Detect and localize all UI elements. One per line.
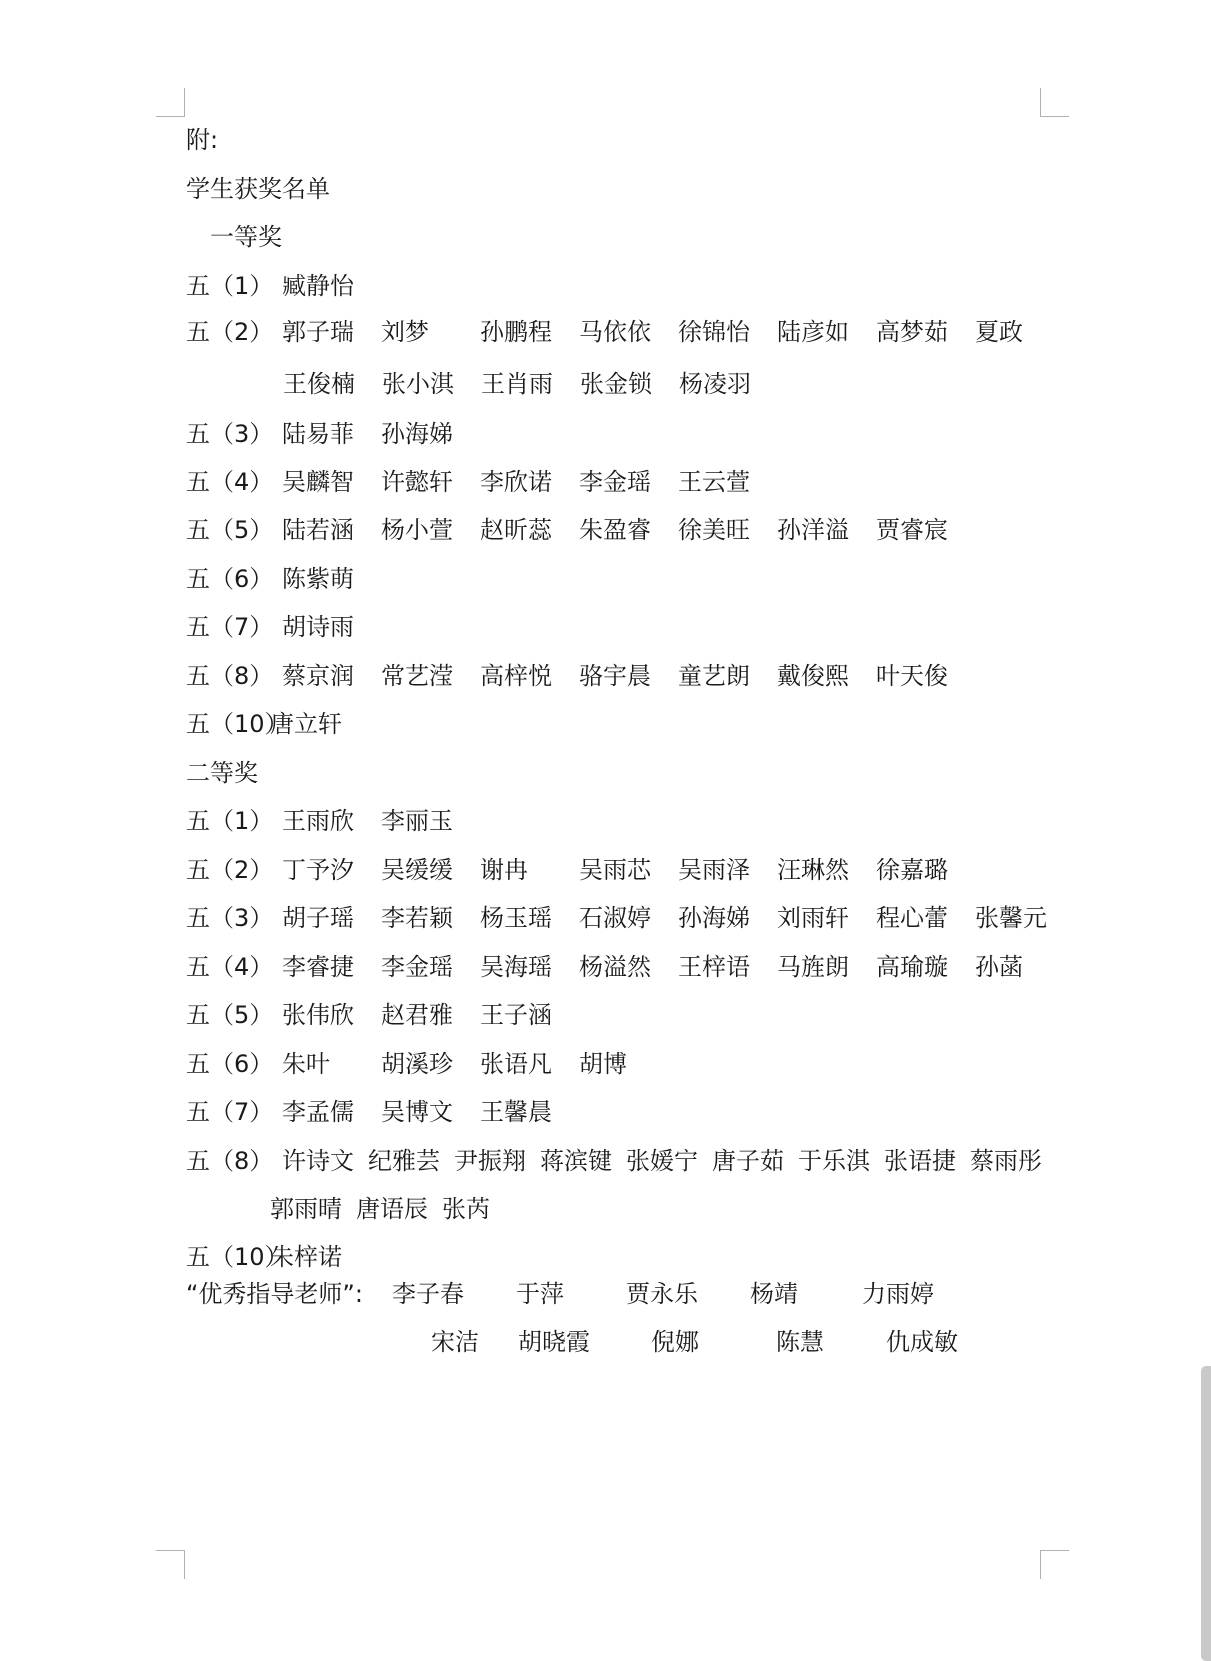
page-corner-mark-bottom-left (156, 1550, 185, 1579)
class-label: 五（1） (186, 807, 274, 835)
student-name: 夏政 (975, 318, 1023, 346)
student-name: 石淑婷 (579, 904, 651, 932)
student-name: 唐立轩 (270, 710, 342, 738)
student-name: 李睿捷 (282, 953, 354, 981)
student-name: 朱盈睿 (579, 516, 651, 544)
student-name: 唐语辰 (356, 1195, 428, 1223)
student-name: 张语捷 (884, 1147, 956, 1175)
teacher-label: “优秀指导老师”: (186, 1280, 363, 1308)
student-name: 戴俊熙 (777, 662, 849, 690)
student-name: 王云萱 (678, 468, 750, 496)
student-name: 孙海娣 (381, 420, 453, 448)
student-name: 李金瑶 (579, 468, 651, 496)
student-name: 孙洋溢 (777, 516, 849, 544)
student-name: 孙海娣 (678, 904, 750, 932)
student-name: 赵昕蕊 (480, 516, 552, 544)
teacher-name: 倪娜 (651, 1328, 699, 1356)
student-name: 张语凡 (480, 1050, 552, 1078)
student-name: 王俊楠 (283, 370, 355, 398)
student-name: 杨溢然 (579, 953, 651, 981)
student-name: 胡诗雨 (282, 613, 354, 641)
student-name: 陆若涵 (282, 516, 354, 544)
student-name: 朱叶 (282, 1050, 330, 1078)
student-name: 高梦茹 (876, 318, 948, 346)
class-label: 五（3） (186, 420, 274, 448)
student-name: 臧静怡 (282, 272, 354, 300)
student-name: 陆易菲 (282, 420, 354, 448)
class-label: 五（10） (186, 710, 289, 738)
student-name: 许诗文 (282, 1147, 354, 1175)
student-name: 蔡京润 (282, 662, 354, 690)
student-name: 王肖雨 (481, 370, 553, 398)
class-label: 五（4） (186, 468, 274, 496)
student-name: 胡溪珍 (381, 1050, 453, 1078)
teacher-name: 胡晓霞 (518, 1328, 590, 1356)
class-label: 五（6） (186, 565, 274, 593)
first-prize-heading: 一等奖 (210, 223, 282, 251)
student-name: 郭子瑞 (282, 318, 354, 346)
student-name: 马旌朗 (777, 953, 849, 981)
page-corner-mark-top-left (156, 88, 185, 117)
teacher-name: 贾永乐 (626, 1280, 698, 1308)
student-name: 程心蕾 (876, 904, 948, 932)
class-label: 五（2） (186, 318, 274, 346)
student-name: 徐美旺 (678, 516, 750, 544)
second-prize-heading: 二等奖 (186, 759, 258, 787)
student-name: 郭雨晴 (270, 1195, 342, 1223)
class-label: 五（5） (186, 516, 274, 544)
student-name: 张小淇 (382, 370, 454, 398)
class-label: 五（3） (186, 904, 274, 932)
student-name: 胡子瑶 (282, 904, 354, 932)
student-name: 谢冉 (480, 856, 528, 884)
student-name: 常艺滢 (381, 662, 453, 690)
teacher-name: 陈慧 (776, 1328, 824, 1356)
student-name: 杨玉瑶 (480, 904, 552, 932)
student-name: 蒋滨键 (540, 1147, 612, 1175)
class-label: 五（7） (186, 1098, 274, 1126)
teacher-name: 仇成敏 (886, 1328, 958, 1356)
student-name: 丁予汐 (282, 856, 354, 884)
class-label: 五（2） (186, 856, 274, 884)
student-name: 赵君雅 (381, 1001, 453, 1029)
student-name: 蔡雨彤 (970, 1147, 1042, 1175)
student-name: 杨凌羽 (679, 370, 751, 398)
student-name: 孙菡 (975, 953, 1023, 981)
student-name: 许懿轩 (381, 468, 453, 496)
student-name: 张媛宁 (626, 1147, 698, 1175)
student-name: 贾睿宸 (876, 516, 948, 544)
student-name: 李欣诺 (480, 468, 552, 496)
class-label: 五（4） (186, 953, 274, 981)
class-label: 五（8） (186, 662, 274, 690)
teacher-name: 宋洁 (431, 1328, 479, 1356)
class-label: 五（5） (186, 1001, 274, 1029)
student-name: 李孟儒 (282, 1098, 354, 1126)
student-name: 徐锦怡 (678, 318, 750, 346)
student-name: 吴麟智 (282, 468, 354, 496)
page-corner-mark-top-right (1040, 88, 1069, 117)
student-name: 刘雨轩 (777, 904, 849, 932)
student-name: 胡博 (579, 1050, 627, 1078)
class-label: 五（8） (186, 1147, 274, 1175)
student-name: 马依依 (579, 318, 651, 346)
student-name: 王梓语 (678, 953, 750, 981)
student-name: 吴博文 (381, 1098, 453, 1126)
student-name: 张馨元 (975, 904, 1047, 932)
page-corner-mark-bottom-right (1040, 1550, 1069, 1579)
student-name: 张芮 (442, 1195, 490, 1223)
student-name: 高瑜璇 (876, 953, 948, 981)
student-name: 高梓悦 (480, 662, 552, 690)
student-name: 王雨欣 (282, 807, 354, 835)
student-name: 李丽玉 (381, 807, 453, 835)
teacher-name: 杨靖 (750, 1280, 798, 1308)
student-name: 陈紫萌 (282, 565, 354, 593)
class-label: 五（7） (186, 613, 274, 641)
student-name: 李金瑶 (381, 953, 453, 981)
student-name: 杨小萱 (381, 516, 453, 544)
teacher-name: 力雨婷 (862, 1280, 934, 1308)
student-name: 吴海瑶 (480, 953, 552, 981)
student-name: 吴雨芯 (579, 856, 651, 884)
teacher-name: 李子春 (392, 1280, 464, 1308)
list-title: 学生获奖名单 (186, 175, 330, 203)
teacher-name: 于萍 (516, 1280, 564, 1308)
student-name: 张伟欣 (282, 1001, 354, 1029)
student-name: 汪琳然 (777, 856, 849, 884)
student-name: 唐子茹 (712, 1147, 784, 1175)
student-name: 吴雨泽 (678, 856, 750, 884)
class-label: 五（6） (186, 1050, 274, 1078)
student-name: 徐嘉璐 (876, 856, 948, 884)
student-name: 张金锁 (580, 370, 652, 398)
student-name: 童艺朗 (678, 662, 750, 690)
class-label: 五（1） (186, 272, 274, 300)
attachment-label: 附: (186, 126, 219, 154)
student-name: 李若颖 (381, 904, 453, 932)
student-name: 吴缓缓 (381, 856, 453, 884)
student-name: 尹振翔 (454, 1147, 526, 1175)
vertical-scrollbar[interactable] (1201, 1366, 1211, 1661)
class-label: 五（10） (186, 1243, 289, 1271)
student-name: 纪雅芸 (368, 1147, 440, 1175)
student-name: 刘梦 (381, 318, 429, 346)
student-name: 王子涵 (480, 1001, 552, 1029)
student-name: 王馨晨 (480, 1098, 552, 1126)
student-name: 骆宇晨 (579, 662, 651, 690)
student-name: 朱梓诺 (270, 1243, 342, 1271)
student-name: 陆彦如 (777, 318, 849, 346)
student-name: 孙鹏程 (480, 318, 552, 346)
student-name: 叶天俊 (876, 662, 948, 690)
student-name: 于乐淇 (798, 1147, 870, 1175)
